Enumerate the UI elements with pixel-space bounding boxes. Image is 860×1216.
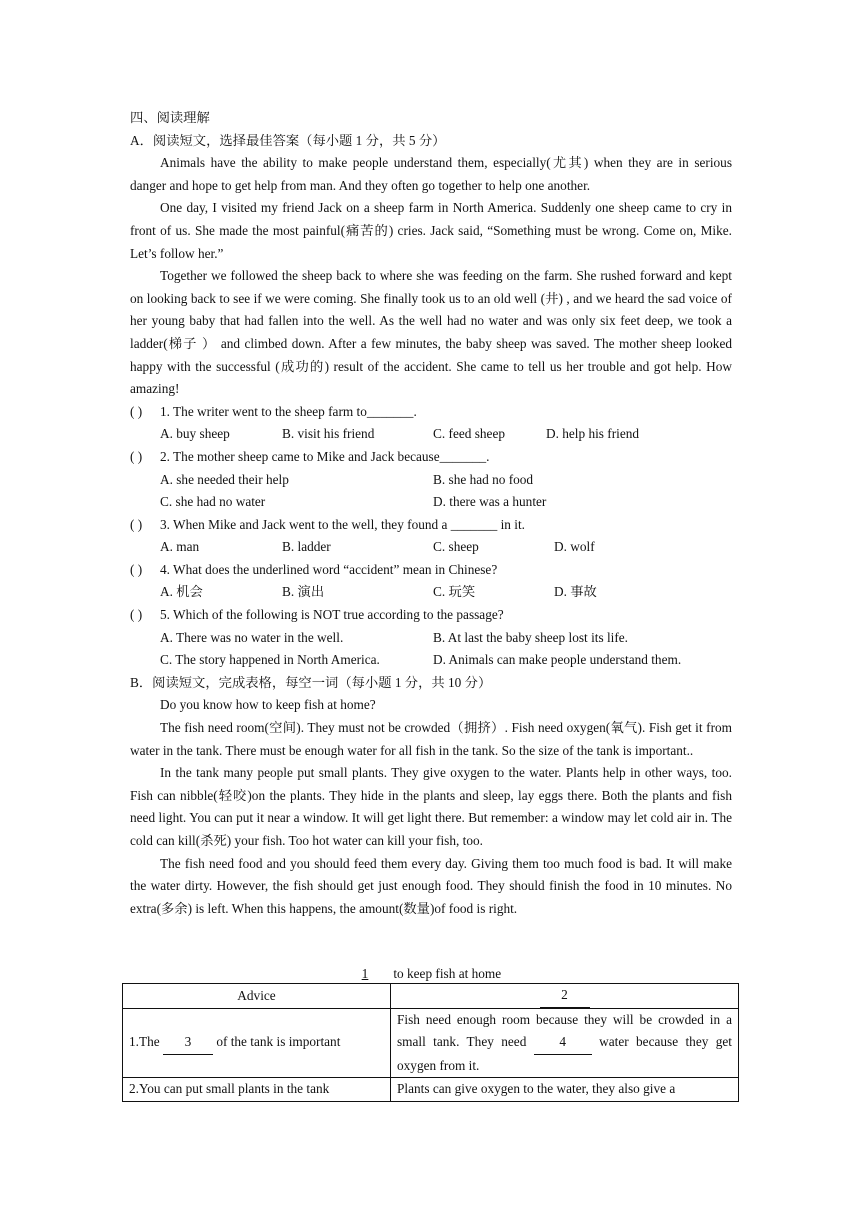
answer-paren[interactable]: ( ) xyxy=(130,516,143,532)
option-c: C. sheep xyxy=(433,539,479,555)
table-row xyxy=(123,1008,739,1078)
question-1 xyxy=(130,401,732,424)
option-a: A. she needed their help xyxy=(160,471,289,487)
option-a: A. man xyxy=(160,539,200,555)
part-b-paragraph: Do you know how to keep fish at home? xyxy=(160,697,376,713)
question-4 xyxy=(130,559,732,582)
question-3 xyxy=(130,514,732,537)
part-a-paragraph: One day, I visited my friend Jack on a sheep farm in North America. Suddenly one sheep came to cry in front of us. She made the most painful(痛苦的) cries. Jack said, “Something must be wrong. Come on, Mike. Let’s follow her.” xyxy=(130,200,732,261)
question-stem: 2. The mother sheep came to Mike and Jack because_______. xyxy=(160,448,490,464)
option-d: D. there was a hunter xyxy=(433,494,547,510)
options-3 xyxy=(130,536,732,559)
part-b-paragraph: The fish need room(空间). They must not be crowded（拥挤）. Fish need oxygen(氧气). Fish get it from water in the tank. There must be enough water for all fish in the tank. So the size of the tank is important.. xyxy=(130,720,732,758)
part-a-heading: A．阅读短文，选择最佳答案（每小题 1 分，共 5 分） xyxy=(130,132,446,148)
part-a-paragraph: Together we followed the sheep back to where she was feeding on the farm. She rushed forward and kept on looking back to see if we were coming. She finally took us to an old well (井) , and we heard the sad voice of her young baby that had fallen into the well. As the well had no water and was only six feet deep, we took a ladder(梯子 ） and climbed down. After a few minutes, the baby sheep was saved. The mother sheep looked happy with the successful (成功的) result of the accident. She came to tell us her trouble and got help. How amazing! xyxy=(130,268,732,397)
question-stem: 3. When Mike and Jack went to the well, they found a _______ in it. xyxy=(160,516,525,532)
blank-4[interactable]: 4 xyxy=(534,1031,592,1055)
options-1 xyxy=(130,423,732,446)
option-d: D. Animals can make people understand them. xyxy=(433,652,682,668)
options-5b xyxy=(130,649,732,672)
answer-paren[interactable]: ( ) xyxy=(130,448,143,464)
answer-paren[interactable]: ( ) xyxy=(130,403,143,419)
question-stem: 5. Which of the following is NOT true according to the passage? xyxy=(160,607,504,623)
row1-left-post: of the tank is important xyxy=(216,1034,341,1050)
blank-1[interactable]: 1 xyxy=(361,966,369,981)
options-5a xyxy=(130,627,732,650)
part-b-paragraph: The fish need food and you should feed them every day. Giving them too much food is bad. It will make the water dirty. However, the fish should get just enough food. They should finish the food in 10 minutes. No extra(多余) is left. When this happens, the amount(数量)of food is right. xyxy=(130,855,732,916)
answer-table xyxy=(122,983,739,1102)
answer-paren[interactable]: ( ) xyxy=(130,561,143,577)
option-d: D. help his friend xyxy=(546,426,640,442)
row2-advice: 2.You can put small plants in the tank xyxy=(123,1078,391,1102)
row2-reason: Plants can give oxygen to the water, they also give a xyxy=(391,1078,739,1102)
options-2a xyxy=(130,469,732,492)
options-4 xyxy=(130,581,732,604)
options-2b xyxy=(130,491,732,514)
option-d: D. 事故 xyxy=(554,584,597,600)
option-c: C. feed sheep xyxy=(433,426,505,442)
table-row xyxy=(123,1078,739,1102)
row1-right-post: water because they get oxygen from it. xyxy=(397,1034,733,1073)
option-a: A. 机会 xyxy=(160,584,203,600)
option-b: B. 演出 xyxy=(282,584,325,600)
table-title-text: to keep fish at home xyxy=(393,966,502,981)
blank-2[interactable]: 2 xyxy=(540,984,590,1008)
question-stem: 4. What does the underlined word “accident” mean in Chinese? xyxy=(160,561,498,577)
option-c: C. 玩笑 xyxy=(433,584,476,600)
header-reason xyxy=(391,984,739,1009)
part-a-paragraph: Animals have the ability to make people understand them, especially(尤其) when they are in serious danger and hope to get help from man. And they often go together to help one another. xyxy=(130,155,732,193)
section-title: 四、阅读理解 xyxy=(130,110,210,125)
option-c: C. she had no water xyxy=(160,494,266,510)
option-b: B. At last the baby sheep lost its life. xyxy=(433,629,628,645)
blank-3[interactable]: 3 xyxy=(163,1031,213,1055)
row1-reason xyxy=(391,1008,739,1078)
table-header-row xyxy=(123,984,739,1009)
option-b: B. visit his friend xyxy=(282,426,375,442)
row1-right-pre: Fish need enough room because they will be crowded in a small tank. They need xyxy=(397,1011,732,1050)
part-b-paragraph: In the tank many people put small plants. They give oxygen to the water. Plants help in other ways, too. Fish can nibble(轻咬)on the plants. They hide in the plants and sleep, lay eggs there. Both the plants and fish need light. You can put it near a window. It will get light there. But remember: a window may let cold air in. The cold can kill(杀死) your fish. Too hot water can kill your fish, too. xyxy=(130,765,732,848)
part-b-heading: B．阅读短文，完成表格，每空一词（每小题 1 分，共 10 分） xyxy=(130,674,492,690)
option-a: A. There was no water in the well. xyxy=(160,629,344,645)
option-b: B. ladder xyxy=(282,539,331,555)
worksheet xyxy=(130,107,732,920)
row1-left-pre: 1.The xyxy=(129,1034,160,1050)
option-c: C. The story happened in North America. xyxy=(160,652,380,668)
header-advice: Advice xyxy=(123,984,391,1009)
row1-advice xyxy=(123,1008,391,1078)
answer-paren[interactable]: ( ) xyxy=(130,607,143,623)
question-5 xyxy=(130,604,732,627)
table-title xyxy=(340,963,501,985)
option-b: B. she had no food xyxy=(433,471,534,487)
option-d: D. wolf xyxy=(554,539,595,555)
question-2 xyxy=(130,446,732,469)
option-a: A. buy sheep xyxy=(160,426,230,442)
question-stem: 1. The writer went to the sheep farm to_______. xyxy=(160,403,417,419)
